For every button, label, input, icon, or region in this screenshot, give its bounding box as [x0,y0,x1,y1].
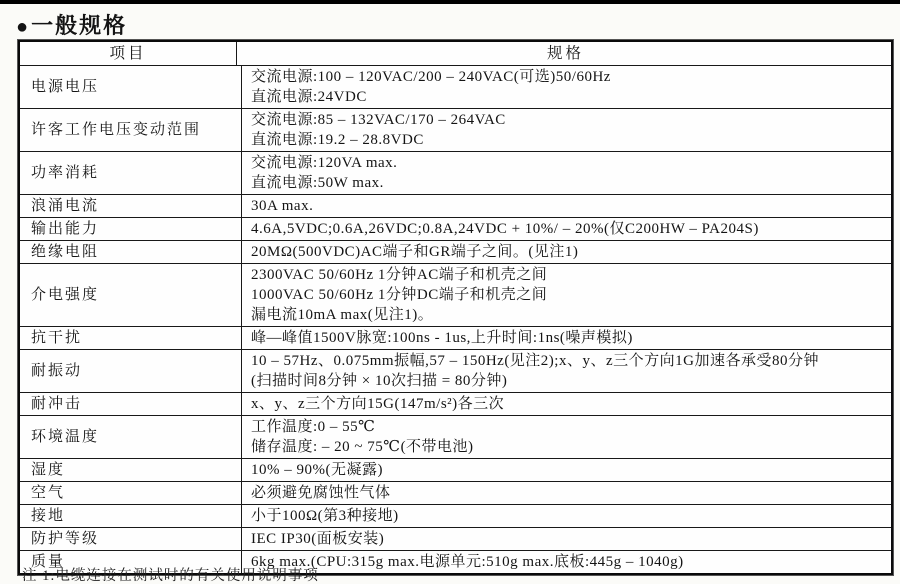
table-row [20,416,891,459]
table-row [20,218,891,241]
spec-line: IEC IP30(面板安装) [251,531,385,547]
table-row [20,152,891,195]
spec-line: 小于100Ω(第3种接地) [251,508,399,524]
page-title-text: 一般规格 [31,13,128,38]
spec-cell [242,152,891,194]
item-cell: 防护等级 [20,528,242,550]
item-cell: 耐振动 [20,350,242,392]
table-header-row [20,42,891,66]
spec-cell [242,416,891,458]
spec-line: 10 – 57Hz、0.075mm振幅,57 – 150Hz(见注2);x、y、z三个方向1G加速各承受80分钟 [251,353,819,369]
spec-cell [242,528,891,550]
spec-line: 直流电源:50W max. [251,175,384,191]
spec-line: 工作温度:0 – 55℃ [251,419,376,435]
table-row [20,195,891,218]
item-cell: 功率消耗 [20,152,242,194]
item-cell: 空气 [20,482,242,504]
spec-line: 6kg max.(CPU:315g max.电源单元:510g max.底板:445g – 1040g) [251,554,684,570]
bullet-icon: ● [16,16,31,38]
spec-line: 储存温度: – 20 ~ 75℃(不带电池) [251,439,474,455]
table-row [20,109,891,152]
item-cell: 电源电压 [20,66,242,108]
table-row [20,241,891,264]
spec-line: 1000VAC 50/60Hz 1分钟DC端子和机壳之间 [251,287,548,303]
header-item-cell: 项目 [20,42,237,65]
item-cell: 接地 [20,505,242,527]
item-cell: 许客工作电压变动范围 [20,109,242,151]
table-row [20,327,891,350]
spec-line: 2300VAC 50/60Hz 1分钟AC端子和机壳之间 [251,267,548,283]
spec-line: (扫描时间8分钟 × 10次扫描 = 80分钟) [251,373,508,389]
spec-cell [242,350,891,392]
spec-cell [242,459,891,481]
item-cell: 浪涌电流 [20,195,242,217]
table-row [20,482,891,505]
item-cell: 抗干扰 [20,327,242,349]
spec-cell [242,505,891,527]
table-row [20,66,891,109]
item-cell: 绝缘电阻 [20,241,242,263]
item-cell: 耐冲击 [20,393,242,415]
spec-line: 10% – 90%(无凝露) [251,462,383,478]
table-row [20,393,891,416]
table-row [20,459,891,482]
spec-line: 漏电流10mA max(见注1)。 [251,307,434,323]
spec-cell [242,218,891,240]
spec-cell [242,393,891,415]
spec-line: 交流电源:100 – 120VAC/200 – 240VAC(可选)50/60Hz [251,69,611,85]
table-row [20,505,891,528]
page-title [16,9,127,40]
table-row [20,350,891,393]
item-cell: 质量 [20,551,242,573]
spec-line: x、y、z三个方向15G(147m/s²)各三次 [251,396,505,412]
page-top-rule [0,0,900,4]
spec-line: 交流电源:120VA max. [251,155,398,171]
spec-line: 20MΩ(500VDC)AC端子和GR端子之间。(见注1) [251,244,579,260]
spec-line: 峰—峰值1500V脉宽:100ns - 1us,上升时间:1ns(噪声模拟) [251,330,633,346]
spec-cell [242,482,891,504]
spec-cell [242,66,891,108]
spec-line: 交流电源:85 – 132VAC/170 – 264VAC [251,112,506,128]
item-cell: 输出能力 [20,218,242,240]
item-cell: 湿度 [20,459,242,481]
table-row [20,528,891,551]
table-row [20,264,891,327]
spec-line: 30A max. [251,198,314,214]
header-spec-cell: 规格 [546,45,584,62]
clipped-footnote: 注 1:电缆连接在测试时的有关使用说明事项 [22,568,319,584]
spec-line: 直流电源:24VDC [251,89,367,105]
item-cell: 环境温度 [20,416,242,458]
spec-line: 4.6A,5VDC;0.6A,26VDC;0.8A,24VDC + 10%/ – 20%(仅C200HW – PA204S) [251,221,759,237]
spec-cell [242,241,891,263]
spec-cell [242,327,891,349]
spec-cell [242,264,891,326]
spec-cell [242,109,891,151]
spec-line: 必须避免腐蚀性气体 [251,485,391,501]
spec-line: 直流电源:19.2 – 28.8VDC [251,132,424,148]
spec-cell [242,195,891,217]
item-cell: 介电强度 [20,264,242,326]
